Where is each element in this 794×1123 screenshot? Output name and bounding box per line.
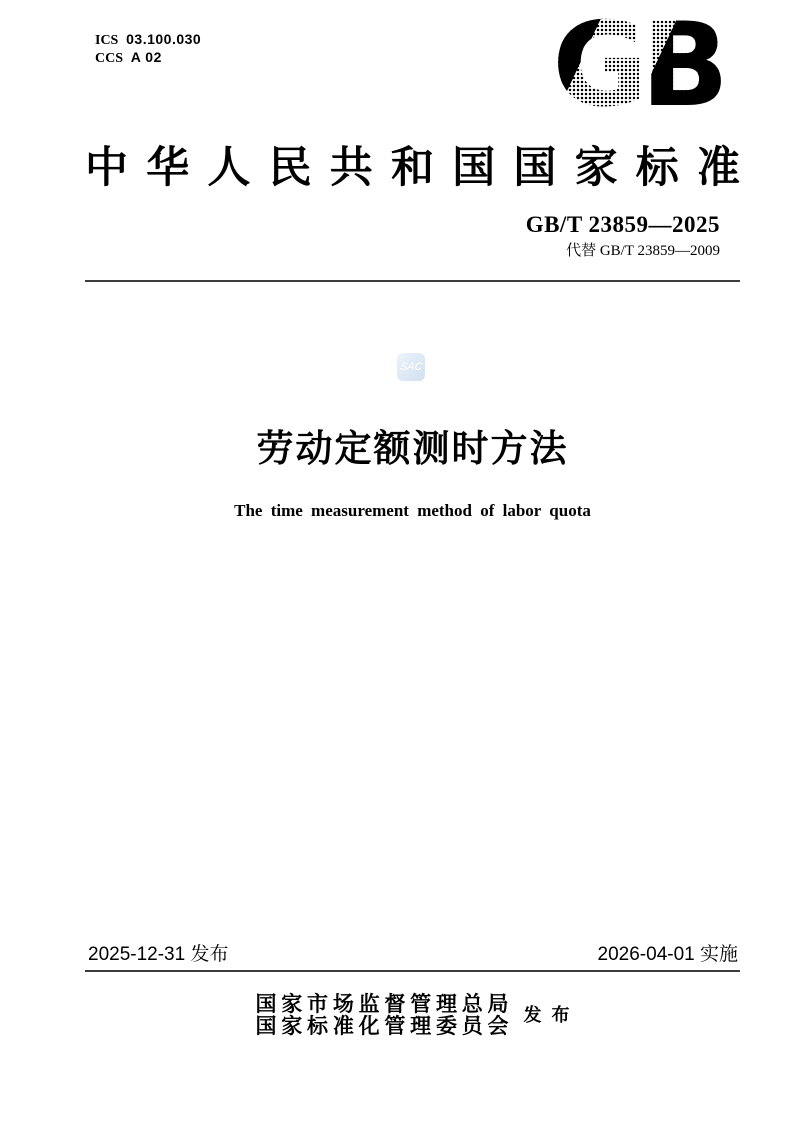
ccs-label: CCS [95,51,124,66]
replaces-note: 代替 GB/T 23859—2009 [566,243,720,259]
issued-by-label: 发布 [523,1005,570,1025]
classification-codes [95,31,201,67]
standard-number-block [526,212,720,260]
national-standard-heading: 中华人民共和国国家标准 [85,145,740,192]
publisher-name-2: 国家标准化管理委员会 [255,1014,509,1038]
issue-date: 2025-12-31 发布 [88,944,229,965]
sac-watermark-icon [397,353,425,381]
ccs-value: A 02 [130,49,162,65]
footer-divider-rule [85,970,740,972]
ics-value: 03.100.030 [126,31,202,47]
header-divider-rule [85,280,740,282]
document-title-english: The time measurement method of labor quota [234,501,591,520]
publisher-block [85,993,740,1037]
ics-label: ICS [95,33,119,48]
ics-code-line [95,31,201,49]
document-title-chinese: 劳动定额测时方法 [256,428,569,469]
standard-number: GB/T 23859—2025 [525,212,720,237]
publisher-name-1: 国家市场监督管理总局 [255,992,509,1016]
gb-logo: GB [552,0,722,133]
publisher-names [256,993,509,1037]
implement-date: 2026-04-01 实施 [597,944,738,965]
ccs-code-line [95,49,201,67]
sac-watermark-text: SAC [399,361,423,373]
dates-row [88,944,738,966]
